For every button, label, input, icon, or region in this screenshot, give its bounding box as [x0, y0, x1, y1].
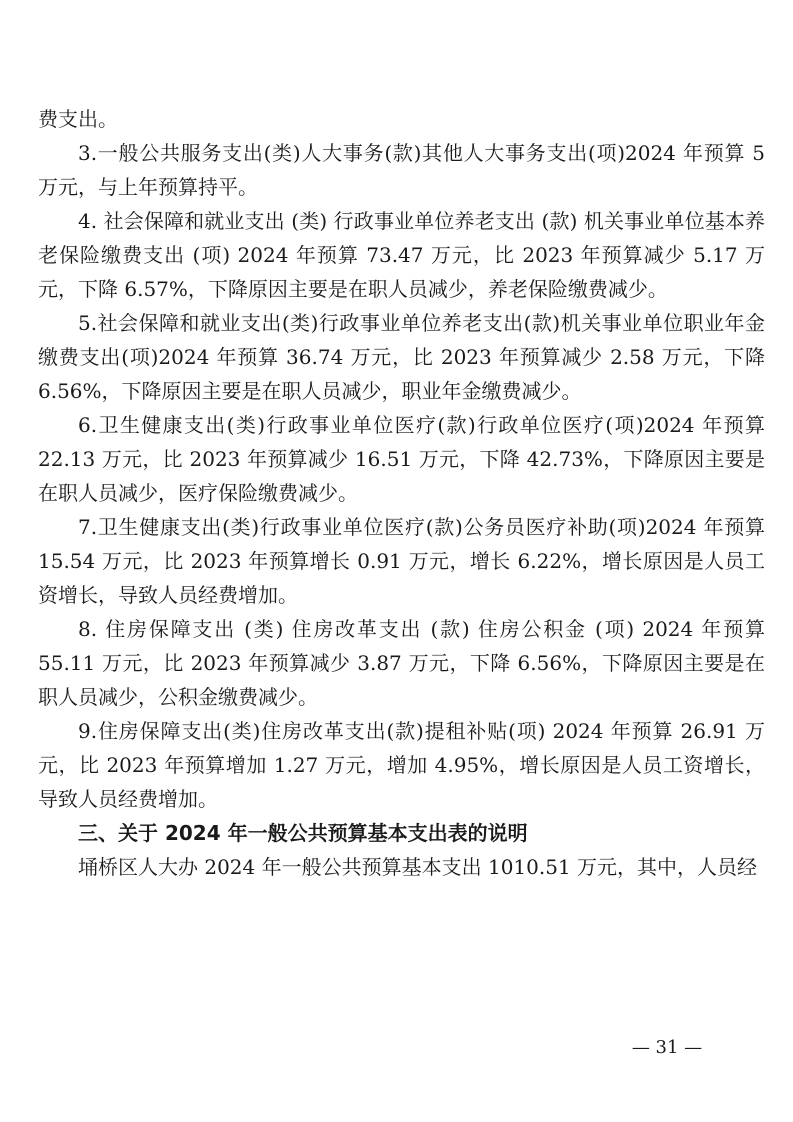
paragraph-item-4: 4. 社会保障和就业支出 (类) 行政事业单位养老支出 (款) 机关事业单位基本养老保险缴费支出 (项) 2024 年预算 73.47 万元，比 2023 年预算减少 5.17 万元，下降 6.57%，下降原因主要是在职人员减少，养老保险缴费减少。	[38, 209, 765, 301]
paragraph-item-5: 5.社会保障和就业支出(类)行政事业单位养老支出(款)机关事业单位职业年金缴费支出(项)2024 年预算 36.74 万元，比 2023 年预算减少 2.58 万元，下降 6.56%，下降原因主要是在职人员减少，职业年金缴费减少。	[38, 311, 765, 403]
paragraph-basic-expenditure: 埇桥区人大办 2024 年一般公共预算基本支出 1010.51 万元，其中，人员经	[78, 855, 758, 879]
paragraph-item-3: 3.一般公共服务支出(类)人大事务(款)其他人大事务支出(项)2024 年预算 5 万元，与上年预算持平。	[38, 141, 765, 199]
document-body	[38, 102, 765, 884]
paragraph-continuation: 费支出。	[38, 107, 118, 131]
paragraph-item-7: 7.卫生健康支出(类)行政事业单位医疗(款)公务员医疗补助(项)2024 年预算 15.54 万元，比 2023 年预算增长 0.91 万元，增长 6.22%，增长原因是人员工资增长，导致人员经费增加。	[38, 515, 765, 607]
paragraph-item-6: 6.卫生健康支出(类)行政事业单位医疗(款)行政单位医疗(项)2024 年预算 22.13 万元，比 2023 年预算减少 16.51 万元，下降 42.73%，下降原因主要是在职人员减少，医疗保险缴费减少。	[38, 413, 765, 505]
page-number: — 31 —	[631, 1037, 703, 1058]
paragraph-item-8: 8. 住房保障支出 (类) 住房改革支出 (款) 住房公积金 (项) 2024 年预算 55.11 万元，比 2023 年预算减少 3.87 万元，下降 6.56%，下降原因主要是在职人员减少，公积金缴费减少。	[38, 617, 765, 709]
section-heading: 三、关于 2024 年一般公共预算基本支出表的说明	[78, 821, 528, 845]
paragraph-item-9: 9.住房保障支出(类)住房改革支出(款)提租补贴(项) 2024 年预算 26.91 万元，比 2023 年预算增加 1.27 万元，增加 4.95%，增长原因是人员工资增长，导致人员经费增加。	[38, 719, 765, 811]
